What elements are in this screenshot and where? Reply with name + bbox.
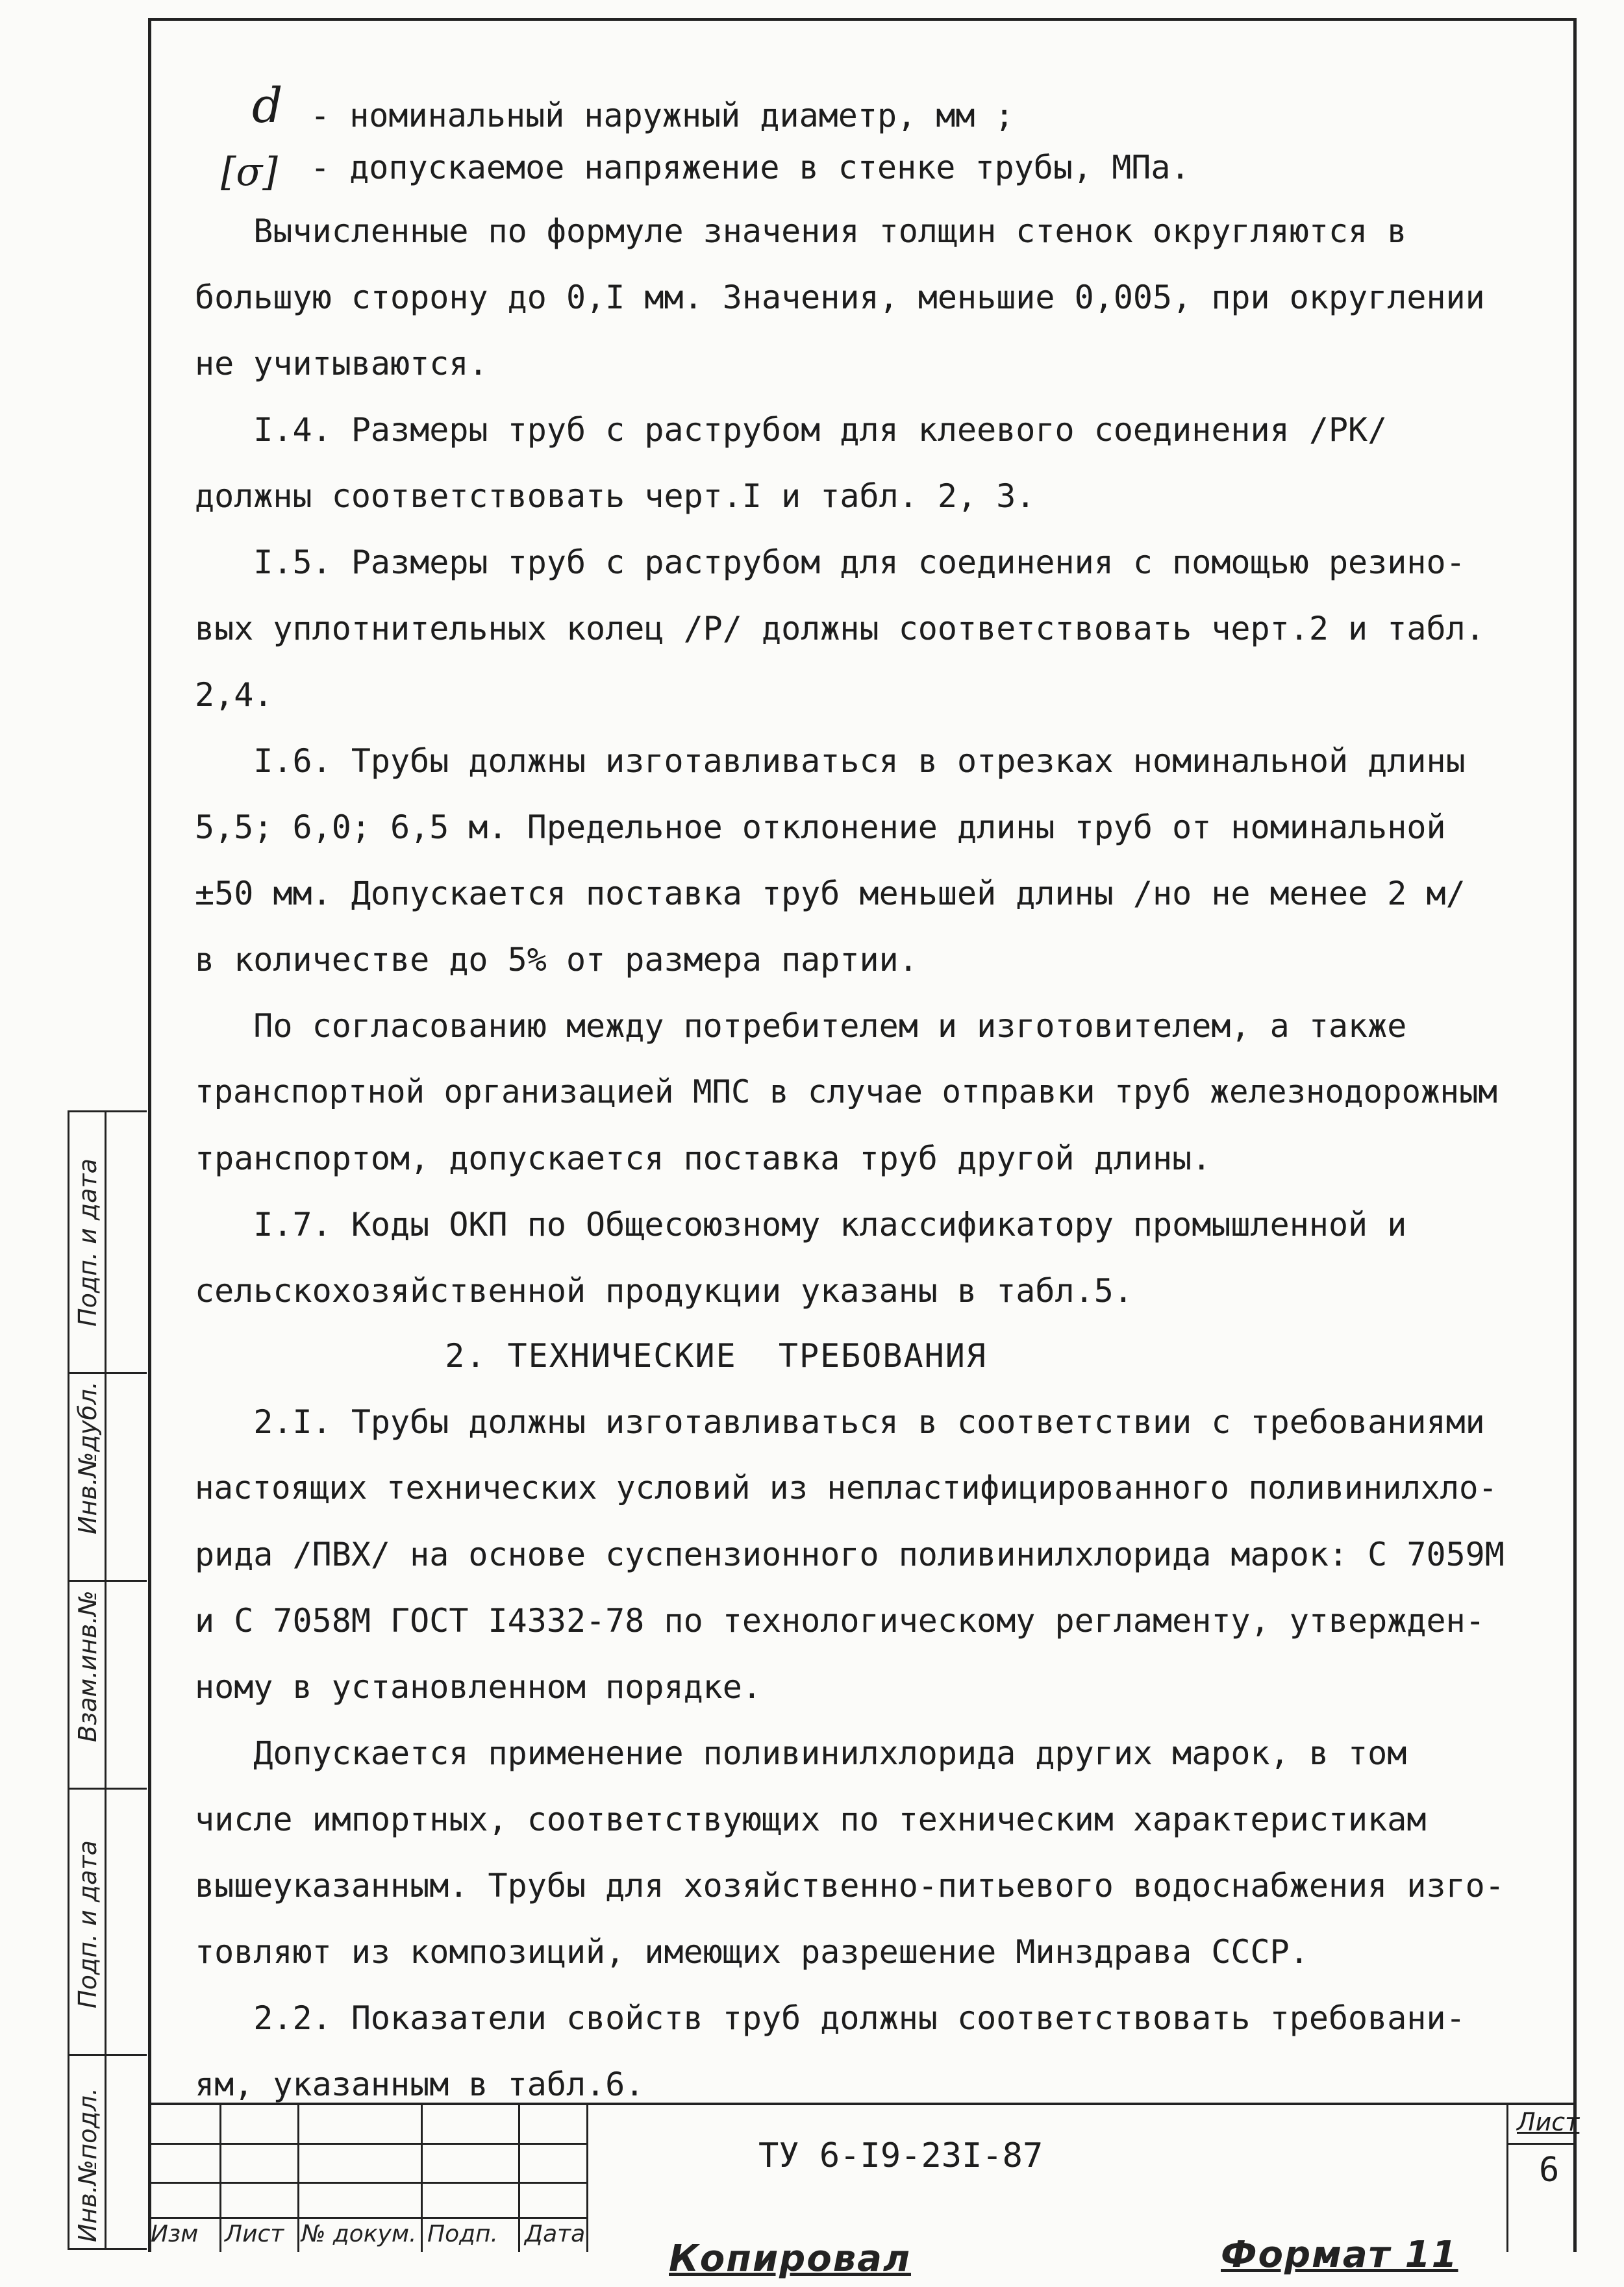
title-block bbox=[148, 2103, 1580, 2252]
body-line: Допускается применение поливинилхлорида других марок, в том bbox=[195, 1734, 1407, 1772]
col-label-sheet: Лист bbox=[225, 2221, 284, 2247]
symbol-d: d bbox=[252, 78, 283, 134]
body-line: вышеуказанным. Трубы для хозяйственно-питьевого водоснабжения изго- bbox=[195, 1867, 1505, 1905]
body-line: 5,5; 6,0; 6,5 м. Предельное отклонение длины труб от номинальной bbox=[195, 808, 1446, 846]
symbol-sigma: [σ] bbox=[221, 149, 278, 195]
body-line: в количестве до 5% от размера партии. bbox=[195, 941, 918, 979]
stamp-label: Подп. и дата bbox=[73, 1840, 102, 2008]
stamp-label: Инв.№подл. bbox=[73, 2087, 102, 2242]
document-code: ТУ 6-I9-23I-87 bbox=[758, 2136, 1043, 2175]
section-heading: 2. ТЕХНИЧЕСКИЕ ТРЕБОВАНИЯ bbox=[195, 1337, 987, 1375]
body-line: ям, указанным в табл.6. bbox=[195, 2066, 645, 2103]
body-line: По согласованию между потребителем и изготовителем, а также bbox=[195, 1007, 1407, 1045]
body-line: I.7. Коды ОКП по Общесоюзному классификатору промышленной и bbox=[195, 1206, 1407, 1243]
body-line: I.6. Трубы должны изготавливаться в отрезках номинальной длины bbox=[195, 742, 1466, 780]
definition-sigma: - допускаемое напряжение в стенке трубы, МПа. bbox=[310, 149, 1190, 186]
body-line: большую сторону до 0,I мм. Значения, меньшие 0,005, при округлении bbox=[195, 279, 1485, 316]
margin-stamp bbox=[68, 1110, 147, 2250]
body-line: рида /ПВХ/ на основе суспензионного поливинилхлорида марок: С 7059М bbox=[195, 1536, 1505, 1573]
body-line: вых уплотнительных колец /Р/ должны соответствовать черт.2 и табл. bbox=[195, 610, 1485, 647]
body-line: должны соответствовать черт.I и табл. 2, 3. bbox=[195, 477, 1036, 515]
format-label: Формат 11 bbox=[1221, 2234, 1458, 2276]
body-line: I.5. Размеры труб с раструбом для соединения с помощью резино- bbox=[195, 544, 1466, 581]
body-line: числе импортных, соответствующих по техническим характеристикам bbox=[195, 1801, 1427, 1838]
body-line: настоящих технических условий из непластифицированного поливинилхло- bbox=[195, 1469, 1498, 1506]
body-line: ному в установленном порядке. bbox=[195, 1668, 762, 1706]
body-line: транспортной организацией МПС в случае отправки труб железнодорожным bbox=[195, 1073, 1498, 1110]
col-label-docnum: № докум. bbox=[301, 2221, 417, 2247]
body-line: товляют из композиций, имеющих разрешение Минздрава СССР. bbox=[195, 1933, 1309, 1971]
body-line: I.4. Размеры труб с раструбом для клеевого соединения /РК/ bbox=[195, 411, 1388, 449]
stamp-label: Взам.инв.№ bbox=[73, 1590, 102, 1742]
body-line: не учитываются. bbox=[195, 345, 488, 382]
body-line: транспортом, допускается поставка труб другой длины. bbox=[195, 1140, 1212, 1177]
body-line: 2.I. Трубы должны изготавливаться в соответствии с требованиями bbox=[195, 1403, 1485, 1441]
col-label-date: Дата bbox=[525, 2221, 586, 2247]
body-line: сельскохозяйственной продукции указаны в табл.5. bbox=[195, 1272, 1133, 1310]
col-label-sign: Подп. bbox=[427, 2221, 498, 2247]
stamp-label: Инв.№дубл. bbox=[73, 1381, 102, 1534]
copied-by-label: Копировал bbox=[669, 2238, 911, 2280]
body-line: 2,4. bbox=[195, 676, 273, 714]
body-line: 2.2. Показатели свойств труб должны соответствовать требовани- bbox=[195, 1999, 1466, 2037]
sheet-label: Лист bbox=[1517, 2108, 1580, 2136]
stamp-label: Подп. и дата bbox=[73, 1158, 102, 1327]
body-line: ±50 мм. Допускается поставка труб меньшей длины /но не менее 2 м/ bbox=[195, 875, 1466, 912]
body-line: Вычисленные по формуле значения толщин стенок округляются в bbox=[195, 212, 1407, 250]
col-label-change: Изм bbox=[151, 2221, 199, 2247]
body-line: и С 7058М ГОСТ I4332-78 по технологическому регламенту, утвержден- bbox=[195, 1602, 1485, 1640]
definition-d: - номинальный наружный диаметр, мм ; bbox=[310, 97, 1014, 134]
sheet-number: 6 bbox=[1539, 2151, 1560, 2190]
